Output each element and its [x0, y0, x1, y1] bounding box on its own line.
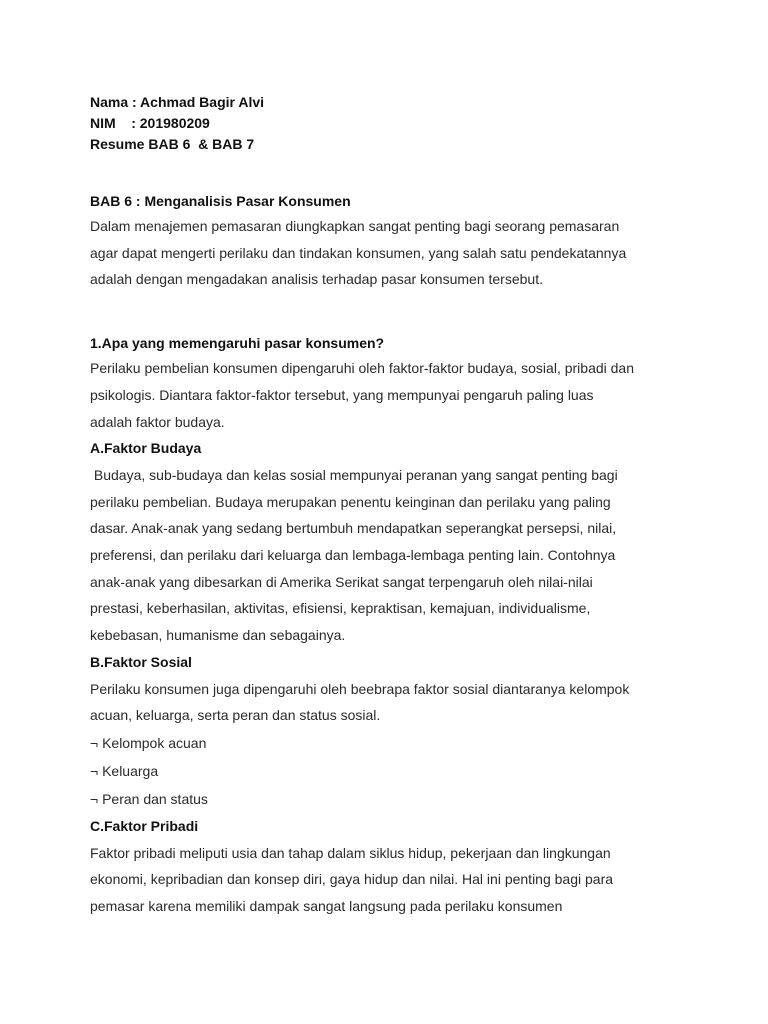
paragraph-line: adalah faktor budaya.	[90, 413, 225, 430]
faktor-budaya-paragraph	[90, 462, 690, 649]
paragraph-line: Budaya, sub-budaya dan kelas sosial mempunyai peranan yang sangat penting bagi	[90, 466, 618, 483]
question-1-title: 1.Apa yang memengaruhi pasar konsumen?	[90, 335, 385, 352]
spacer	[90, 155, 690, 191]
list-item: ¬ Kelompok acuan	[90, 734, 207, 751]
student-nim: NIM : 201980209	[90, 115, 210, 131]
paragraph-line: preferensi, dan perilaku dari keluarga dan lembaga-lembaga penting lain. Contohnya	[90, 547, 616, 564]
paragraph-line: agar dapat mengerti perilaku dan tindakan konsumen, yang salah satu pendekatannya	[90, 244, 627, 261]
paragraph-line: dasar. Anak-anak yang sedang bertumbuh mendapatkan seperangkat persepsi, nilai,	[90, 520, 617, 537]
faktor-sosial-title: B.Faktor Sosial	[90, 653, 192, 670]
paragraph-line: prestasi, keberhasilan, aktivitas, efisiensi, kepraktisan, kemajuan, individualisme,	[90, 600, 591, 617]
paragraph-line: Dalam menajemen pemasaran diungkapkan sangat penting bagi seorang pemasaran	[90, 218, 620, 234]
list-item: ¬ Keluarga	[90, 762, 159, 779]
document-content	[90, 92, 690, 920]
paragraph-line: Perilaku pembelian konsumen dipengaruhi oleh faktor-faktor budaya, sosial, pribadi dan	[90, 360, 634, 377]
bab6-title: BAB 6 : Menganalisis Pasar Konsumen	[90, 193, 351, 209]
paragraph-line: acuan, keluarga, serta peran dan status sosial.	[90, 707, 381, 724]
paragraph-line: kebebasan, humanisme dan sebagainya.	[90, 627, 346, 644]
spacer	[90, 293, 690, 333]
question-1-paragraph	[90, 355, 690, 435]
paragraph-line: Faktor pribadi meliputi usia dan tahap dalam siklus hidup, pekerjaan dan lingkungan	[90, 844, 611, 861]
list-item: ¬ Peran dan status	[90, 790, 208, 807]
faktor-sosial-list	[90, 729, 690, 813]
student-info	[90, 92, 690, 155]
paragraph-line: Perilaku konsumen juga dipengaruhi oleh beebrapa faktor sosial diantaranya kelompok	[90, 680, 630, 697]
faktor-pribadi-paragraph	[90, 840, 690, 920]
student-name: Nama : Achmad Bagir Alvi	[90, 94, 265, 110]
paragraph-line: psikologis. Diantara faktor-faktor tersebut, yang mempunyai pengaruh paling luas	[90, 386, 594, 403]
faktor-sosial-paragraph	[90, 676, 690, 729]
paragraph-line: ekonomi, kepribadian dan konsep diri, gaya hidup dan nilai. Hal ini penting bagi para	[90, 871, 614, 888]
faktor-pribadi-title: C.Faktor Pribadi	[90, 817, 199, 834]
resume-title: Resume BAB 6 & BAB 7	[90, 136, 255, 152]
paragraph-line: anak-anak yang dibesarkan di Amerika Serikat sangat terpengaruh oleh nilai-nilai	[90, 573, 593, 590]
paragraph-line: perilaku pembelian. Budaya merupakan penentu keinginan dan perilaku yang paling	[90, 493, 611, 510]
bab6-intro	[90, 213, 690, 293]
faktor-budaya-title: A.Faktor Budaya	[90, 440, 202, 457]
paragraph-line: adalah dengan mengadakan analisis terhadap pasar konsumen tersebut.	[90, 271, 543, 288]
paragraph-line: pemasar karena memiliki dampak sangat langsung pada perilaku konsumen	[90, 898, 563, 915]
